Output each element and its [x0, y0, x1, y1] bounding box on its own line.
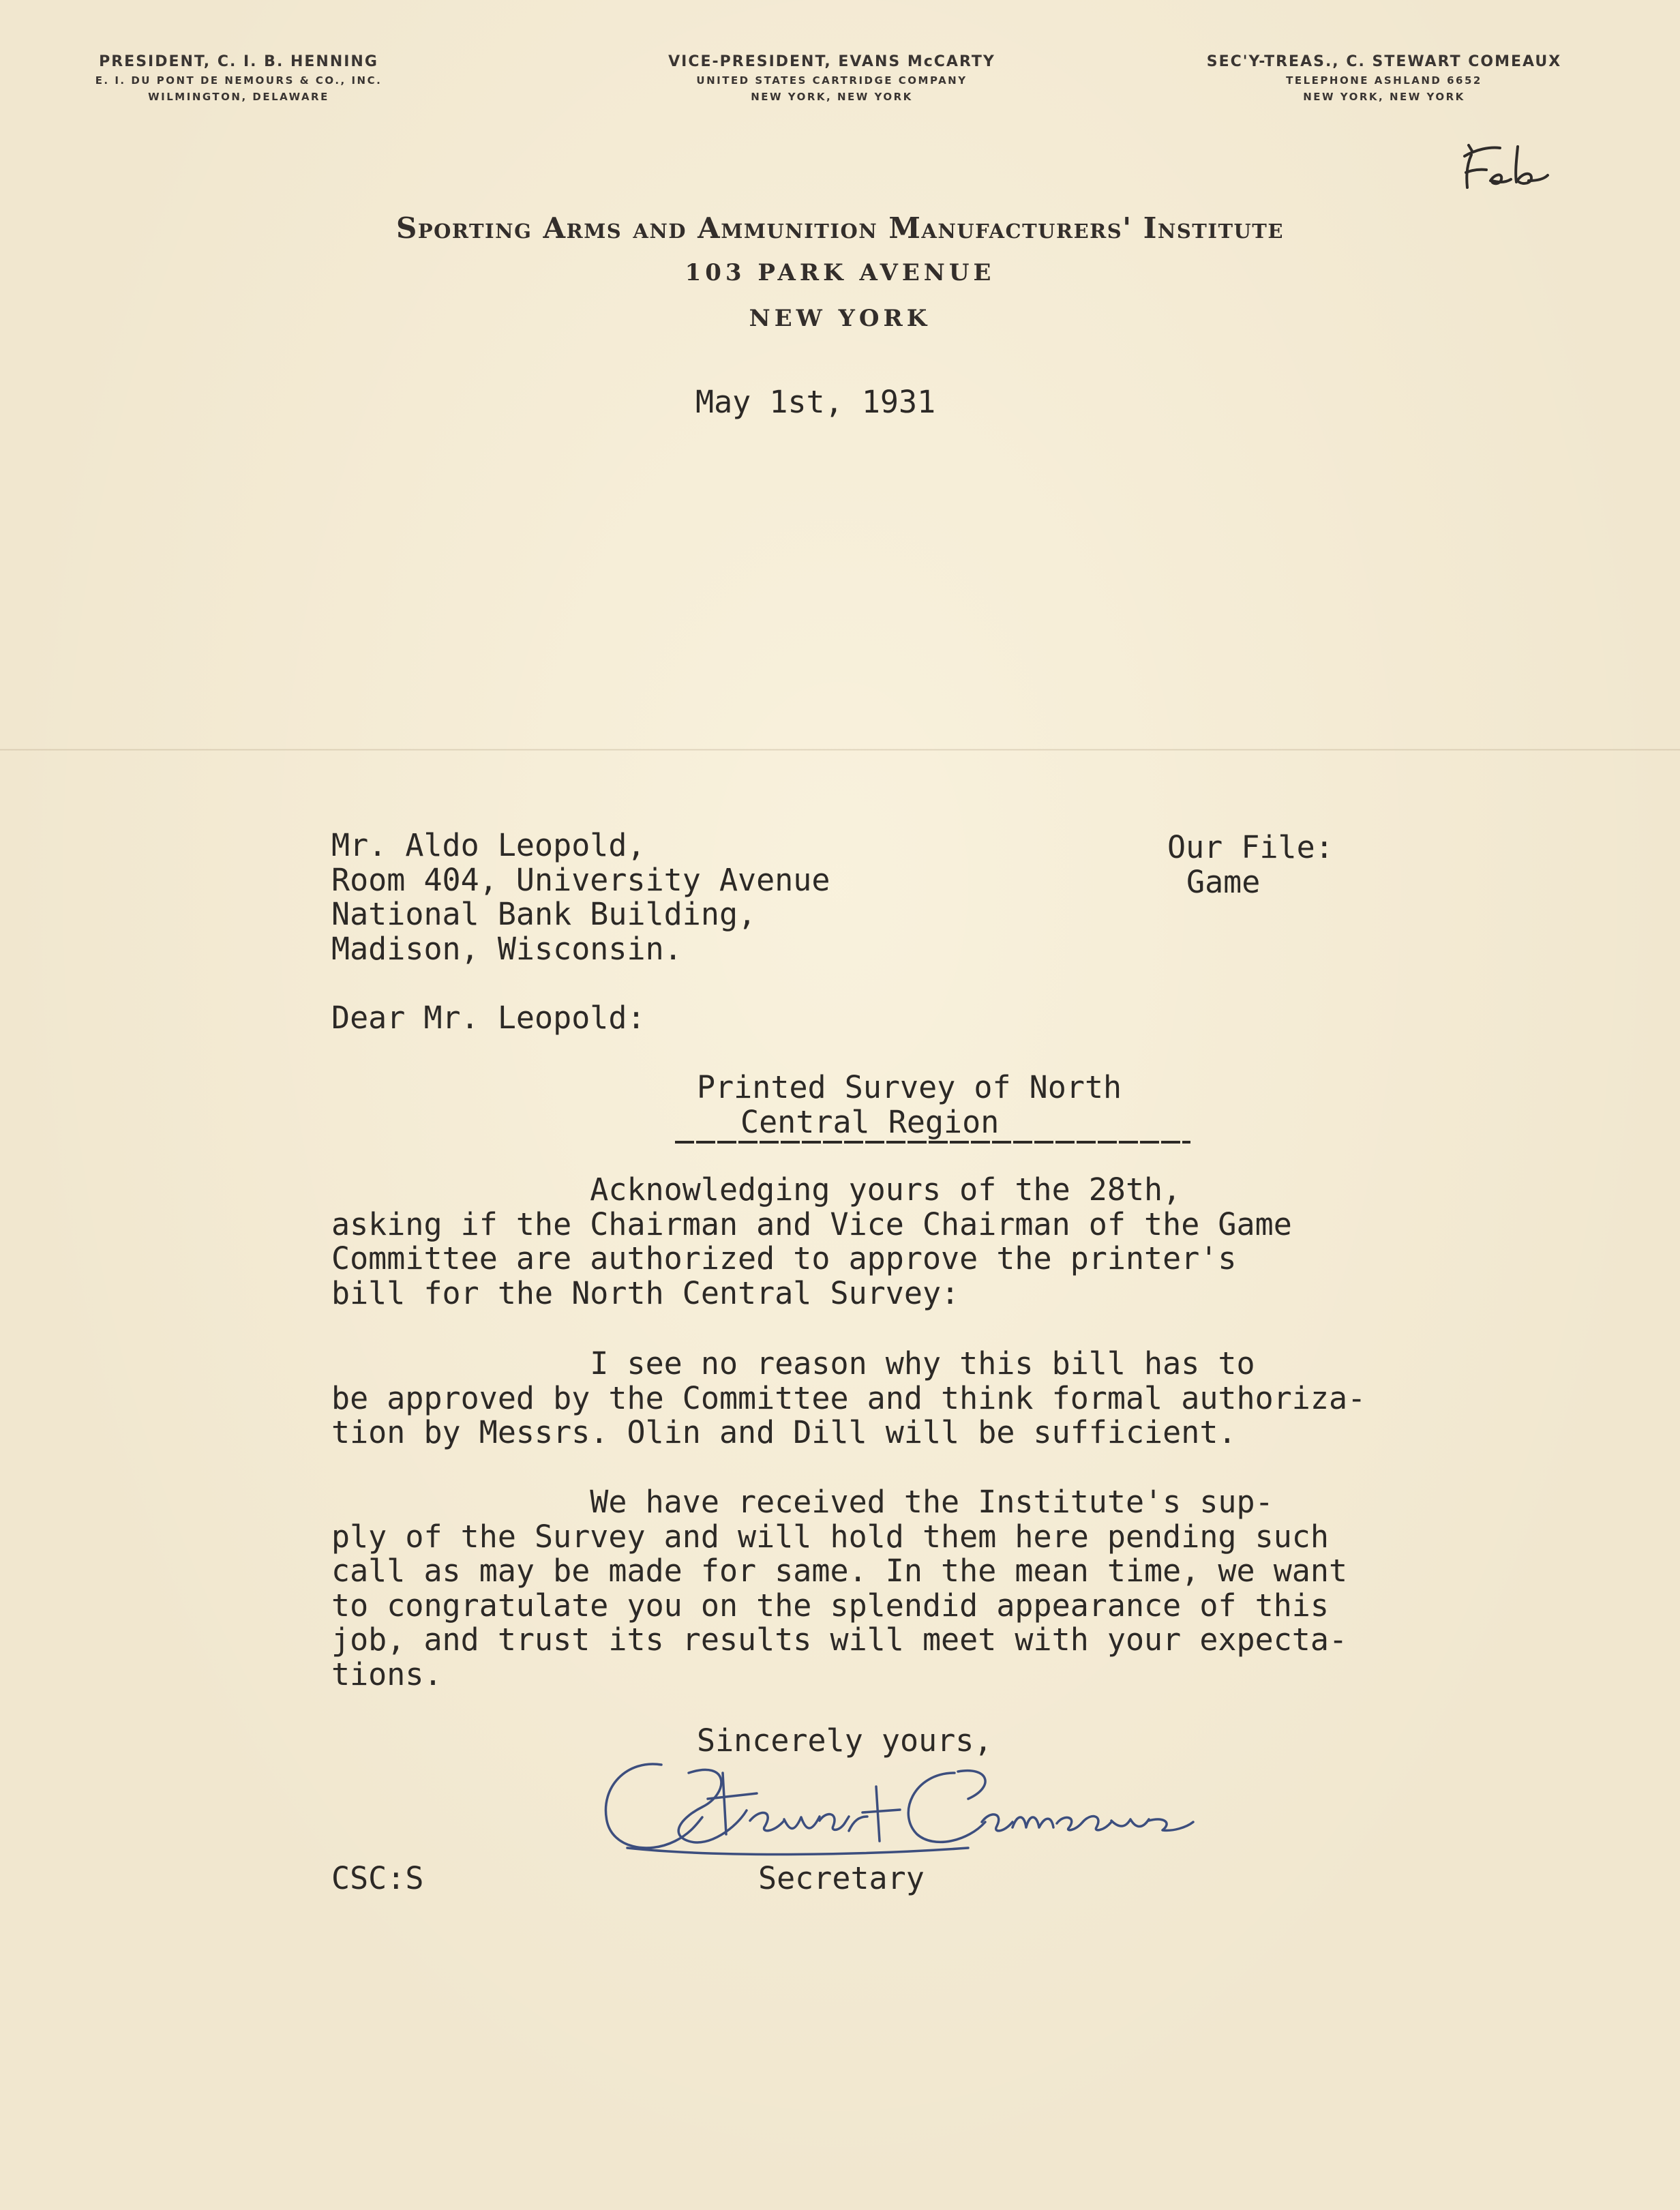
officer-title: VICE-PRESIDENT, EVANS McCARTY: [668, 53, 995, 70]
body-line: be approved by the Committee and think formal authoriza-: [331, 1379, 1366, 1416]
body-line: We have received the Institute's sup-: [331, 1484, 1274, 1520]
file-reference-label: Our File:: [1167, 829, 1334, 865]
body-line: job, and trust its results will meet with your expecta-: [331, 1622, 1348, 1658]
handwritten-feb-note: [1452, 140, 1568, 208]
recipient-line: Room 404, University Avenue: [331, 861, 830, 898]
organization-name: Sporting Arms and Ammunition Manufacturers' Institute: [395, 211, 1284, 245]
paper-fold-line: [0, 749, 1680, 751]
subject-line-2: Central Region: [740, 1103, 1000, 1140]
subject-line: [697, 1071, 1122, 1139]
recipient-line: Mr. Aldo Leopold,: [331, 827, 646, 863]
organization-street: 103 PARK AVENUE: [685, 259, 995, 286]
body-line: Acknowledging yours of the 28th,: [331, 1171, 1182, 1208]
recipient-line: National Bank Building,: [331, 896, 757, 932]
closing: Sincerely yours,: [697, 1722, 993, 1759]
recipient-line: Madison, Wisconsin.: [331, 930, 682, 967]
body-line: asking if the Chairman and Vice Chairman of the Game: [331, 1206, 1292, 1242]
officer-title: SEC'Y-TREAS., C. STEWART COMEAUX: [1206, 53, 1562, 70]
officer-location: NEW YORK, NEW YORK: [1303, 91, 1465, 103]
officer-telephone: TELEPHONE ASHLAND 6652: [1286, 74, 1482, 87]
file-reference-value: Game: [1186, 863, 1261, 900]
body-line: Committee are authorized to approve the printer's: [331, 1240, 1237, 1276]
officer-vice-president-block: [614, 52, 1050, 105]
officer-location: NEW YORK, NEW YORK: [751, 91, 913, 103]
body-line: tions.: [331, 1656, 442, 1692]
officer-title: PRESIDENT, C. I. B. HENNING: [99, 53, 378, 70]
letter-date: May 1st, 1931: [695, 384, 936, 420]
body-line: to congratulate you on the splendid appearance of this: [331, 1587, 1329, 1624]
body-line: tion by Messrs. Olin and Dill will be sufficient.: [331, 1414, 1237, 1450]
subject-underline: [675, 1141, 1190, 1144]
file-reference: [1167, 831, 1334, 899]
body-paragraph: [331, 1485, 1347, 1692]
body-line: call as may be made for same. In the mean time, we want: [331, 1553, 1348, 1589]
body-line: bill for the North Central Survey:: [331, 1274, 960, 1311]
body-line: ply of the Survey and will hold them here pending such: [331, 1518, 1329, 1555]
signer-title: Secretary: [758, 1860, 925, 1896]
body-line: I see no reason why this bill has to: [331, 1345, 1255, 1382]
organization-city: NEW YORK: [749, 305, 931, 332]
body-paragraph: [331, 1173, 1292, 1311]
officer-company: UNITED STATES CARTRIDGE COMPANY: [696, 74, 967, 87]
subject-line-1: Printed Survey of North: [697, 1069, 1122, 1105]
officer-president-block: [68, 52, 409, 105]
officer-location: WILMINGTON, DELAWARE: [148, 91, 329, 103]
officer-secretary-treasurer-block: [1159, 52, 1609, 105]
recipient-address: [331, 828, 830, 966]
body-paragraph: [331, 1347, 1366, 1450]
salutation: Dear Mr. Leopold:: [331, 1000, 646, 1036]
typist-initials: CSC:S: [331, 1860, 424, 1896]
officer-company: E. I. DU PONT DE NEMOURS & CO., INC.: [95, 74, 382, 87]
